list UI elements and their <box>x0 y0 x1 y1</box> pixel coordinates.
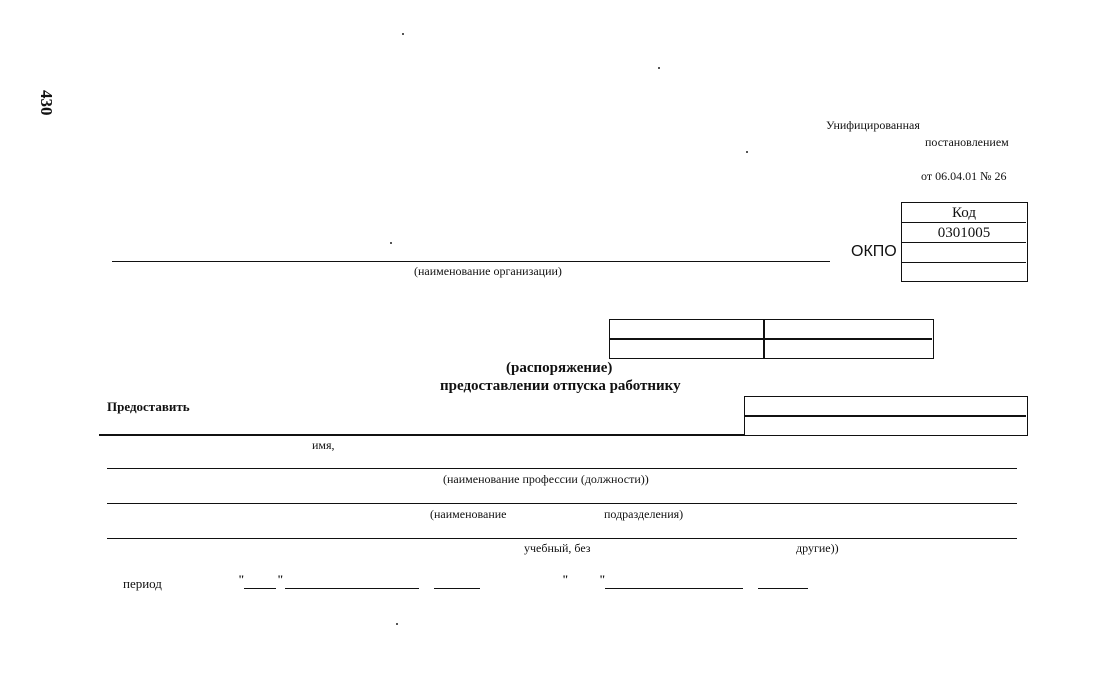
doc-number-field[interactable] <box>610 340 762 357</box>
quote-open-2: " <box>562 572 569 586</box>
period-start-month-field[interactable] <box>285 588 419 589</box>
scan-speck <box>658 67 660 69</box>
profession-line[interactable] <box>107 468 1017 469</box>
quote-open-1: " <box>238 572 245 586</box>
code-header: Код <box>902 203 1026 223</box>
leave-type-line[interactable] <box>107 538 1017 539</box>
form-code: 0301005 <box>902 223 1026 243</box>
grant-label: Предоставить <box>107 399 190 414</box>
department-line[interactable] <box>107 503 1017 504</box>
leave-type-caption-part1: учебный, без <box>524 541 591 555</box>
leave-type-caption-part2: другие)) <box>796 541 839 555</box>
tab-number-field[interactable] <box>745 417 1026 434</box>
okpo-label: ОКПО <box>851 243 897 260</box>
tab-number-table <box>744 396 1028 436</box>
period-end-year-field[interactable] <box>758 588 808 589</box>
doc-number-date-table <box>609 319 934 359</box>
extra-code-field[interactable] <box>902 263 1026 280</box>
period-end-month-field[interactable] <box>605 588 743 589</box>
form-header-line3: от 06.04.01 № 26 <box>921 169 1007 183</box>
doc-date-field[interactable] <box>766 340 931 357</box>
quote-close-1: " <box>277 572 284 586</box>
scan-speck <box>396 623 398 625</box>
period-start-day-field[interactable] <box>244 588 276 589</box>
period-label: период <box>123 576 162 591</box>
scan-speck <box>402 33 404 35</box>
scan-speck <box>746 151 748 153</box>
department-caption-part1: (наименование <box>430 507 507 521</box>
code-table <box>901 202 1028 282</box>
period-start-year-field[interactable] <box>434 588 480 589</box>
table-divider <box>763 320 765 358</box>
employee-name-line[interactable] <box>99 434 745 436</box>
form-header-line1: Унифицированная <box>826 118 920 132</box>
organization-name-line[interactable] <box>112 261 830 262</box>
okpo-value-field[interactable] <box>902 243 1026 263</box>
quote-close-2: " <box>599 572 606 586</box>
profession-caption: (наименование профессии (должности)) <box>443 472 649 486</box>
title-line1: (распоряжение) <box>506 360 613 376</box>
scan-speck <box>390 242 392 244</box>
page-number: 430 <box>37 90 56 116</box>
name-caption: имя, <box>312 438 335 452</box>
form-header-line2: постановлением <box>925 135 1009 149</box>
organization-caption: (наименование организации) <box>414 264 562 278</box>
department-caption-part2: подразделения) <box>604 507 684 521</box>
title-line2: предоставлении отпуска работнику <box>440 378 681 394</box>
